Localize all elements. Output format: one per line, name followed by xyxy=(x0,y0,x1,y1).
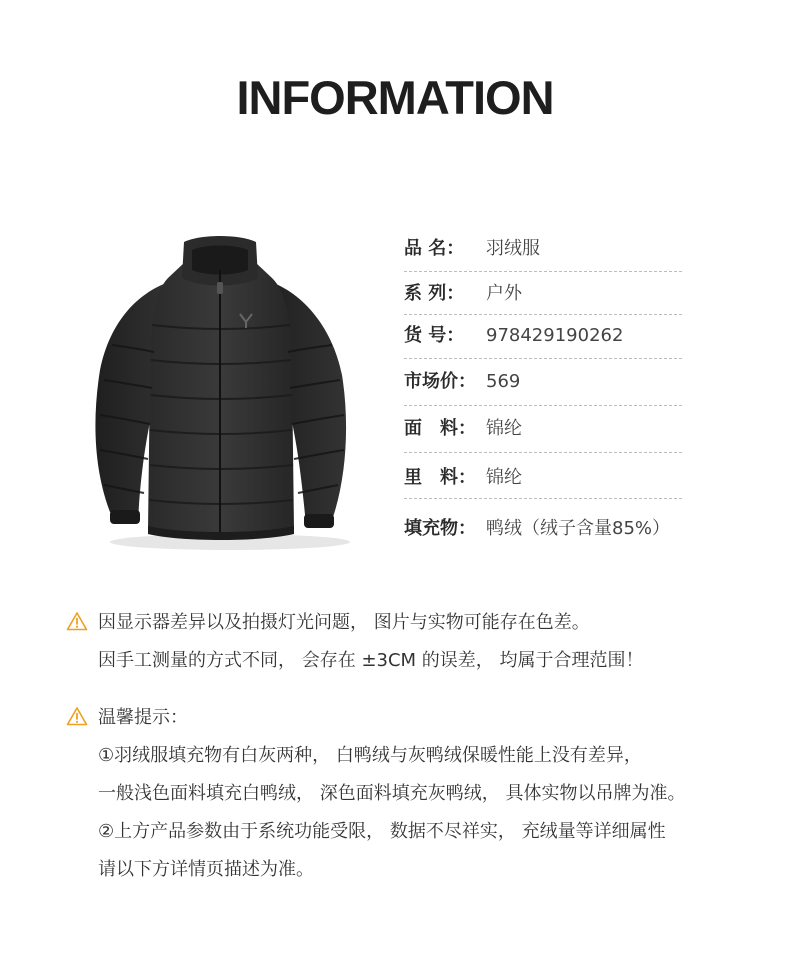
spec-row-sku xyxy=(404,321,682,351)
disclaimer-text: 因显示器差异以及拍摄灯光问题， 图片与实物可能存在色差。 xyxy=(98,612,590,633)
spec-divider xyxy=(404,452,682,453)
spec-value: 569 xyxy=(486,371,521,392)
spec-label: 系 列： xyxy=(404,283,465,304)
tips-heading xyxy=(66,703,188,733)
spec-row-filling xyxy=(404,514,682,544)
spec-label: 货 号： xyxy=(404,325,465,346)
spec-divider xyxy=(404,498,682,499)
spec-value: 978429190262 xyxy=(486,325,624,346)
disclaimer-line-1 xyxy=(66,608,590,638)
spec-divider xyxy=(404,314,682,315)
tips-heading-text: 温馨提示： xyxy=(98,707,188,728)
warning-triangle-icon xyxy=(66,706,88,726)
spec-row-outer-fabric xyxy=(404,414,682,444)
spec-divider xyxy=(404,405,682,406)
spec-value: 户外 xyxy=(486,283,522,304)
tips-line: 一般浅色面料填充白鸭绒， 深色面料填充灰鸭绒， 具体实物以吊牌为准。 xyxy=(98,783,686,804)
spec-row-lining xyxy=(404,463,682,493)
spec-value: 锦纶 xyxy=(486,418,522,439)
spec-value: 锦纶 xyxy=(486,467,522,488)
spec-label: 市场价： xyxy=(404,371,476,392)
tips-line: ①羽绒服填充物有白灰两种， 白鸭绒与灰鸭绒保暖性能上没有差异， xyxy=(98,745,642,766)
spec-row-name xyxy=(404,234,682,264)
disclaimer-line-2: 因手工测量的方式不同， 会存在 ±3CM 的误差， 均属于合理范围！ xyxy=(98,650,644,671)
spec-row-series xyxy=(404,279,682,309)
spec-divider xyxy=(404,271,682,272)
page-title: INFORMATION xyxy=(236,71,554,124)
tips-line: 请以下方详情页描述为准。 xyxy=(98,859,314,880)
tips-line: ②上方产品参数由于系统功能受限， 数据不尽祥实， 充绒量等详细属性 xyxy=(98,821,666,842)
spec-value: 羽绒服 xyxy=(486,238,540,259)
spec-row-price xyxy=(404,367,682,397)
spec-divider xyxy=(404,358,682,359)
warning-triangle-icon xyxy=(66,611,88,631)
jacket-image xyxy=(80,230,360,560)
spec-label: 里 料： xyxy=(404,467,476,488)
spec-value: 鸭绒（绒子含量85%） xyxy=(486,518,671,539)
spec-label: 品 名： xyxy=(404,238,465,259)
spec-label: 填充物： xyxy=(404,518,476,539)
spec-label: 面 料： xyxy=(404,418,476,439)
